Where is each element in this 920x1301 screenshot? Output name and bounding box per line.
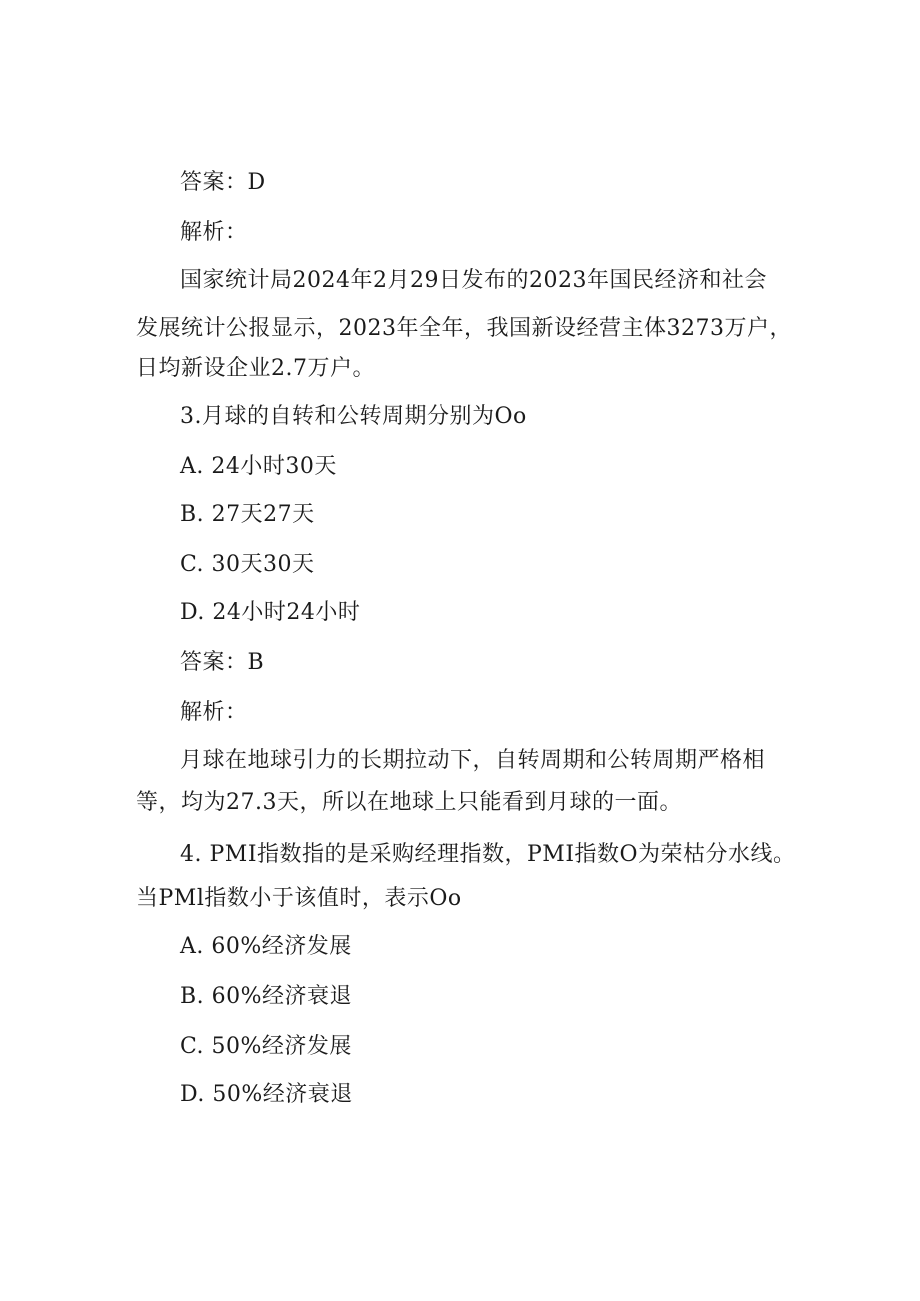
q4-option-b: B. 60%经济衰退	[180, 984, 353, 1009]
q3-analysis-line-2: 等，均为27.3天，所以在地球上只能看到月球的一面。	[136, 790, 682, 815]
q3-option-b: B. 27天27天	[180, 502, 315, 527]
q2-analysis-line-2: 发展统计公报显示，2023年全年，我国新设经营主体3273万户，	[136, 316, 792, 341]
q4-option-d: D. 50%经济衰退	[180, 1082, 353, 1107]
q3-question: 3.月球的自转和公转周期分别为Oo	[180, 404, 527, 429]
q4-question-line-2: 当PMl指数小于该值时，表示Oo	[136, 886, 462, 911]
q2-analysis-line-3: 日均新设企业2.7万户。	[136, 356, 375, 381]
q3-analysis-line-1: 月球在地球引力的长期拉动下，自转周期和公转周期严格相	[180, 748, 766, 773]
q2-answer: 答案：D	[180, 170, 266, 195]
q3-option-c: C. 30天30天	[180, 552, 315, 577]
q4-option-c: C. 50%经济发展	[180, 1034, 352, 1059]
q2-analysis-label: 解析：	[180, 220, 248, 245]
q3-answer: 答案：B	[180, 650, 265, 675]
q4-question-line-1: 4. PMI指数指的是采购经理指数，PMI指数O为荣枯分水线。	[180, 842, 796, 867]
q2-analysis-line-1: 国家统计局2024年2月29日发布的2023年国民经济和社会	[180, 268, 767, 293]
q4-option-a: A. 60%经济发展	[180, 934, 352, 959]
q3-option-d: D. 24小时24小时	[180, 600, 361, 625]
q3-option-a: A. 24小时30天	[180, 454, 337, 479]
q3-analysis-label: 解析：	[180, 700, 248, 725]
